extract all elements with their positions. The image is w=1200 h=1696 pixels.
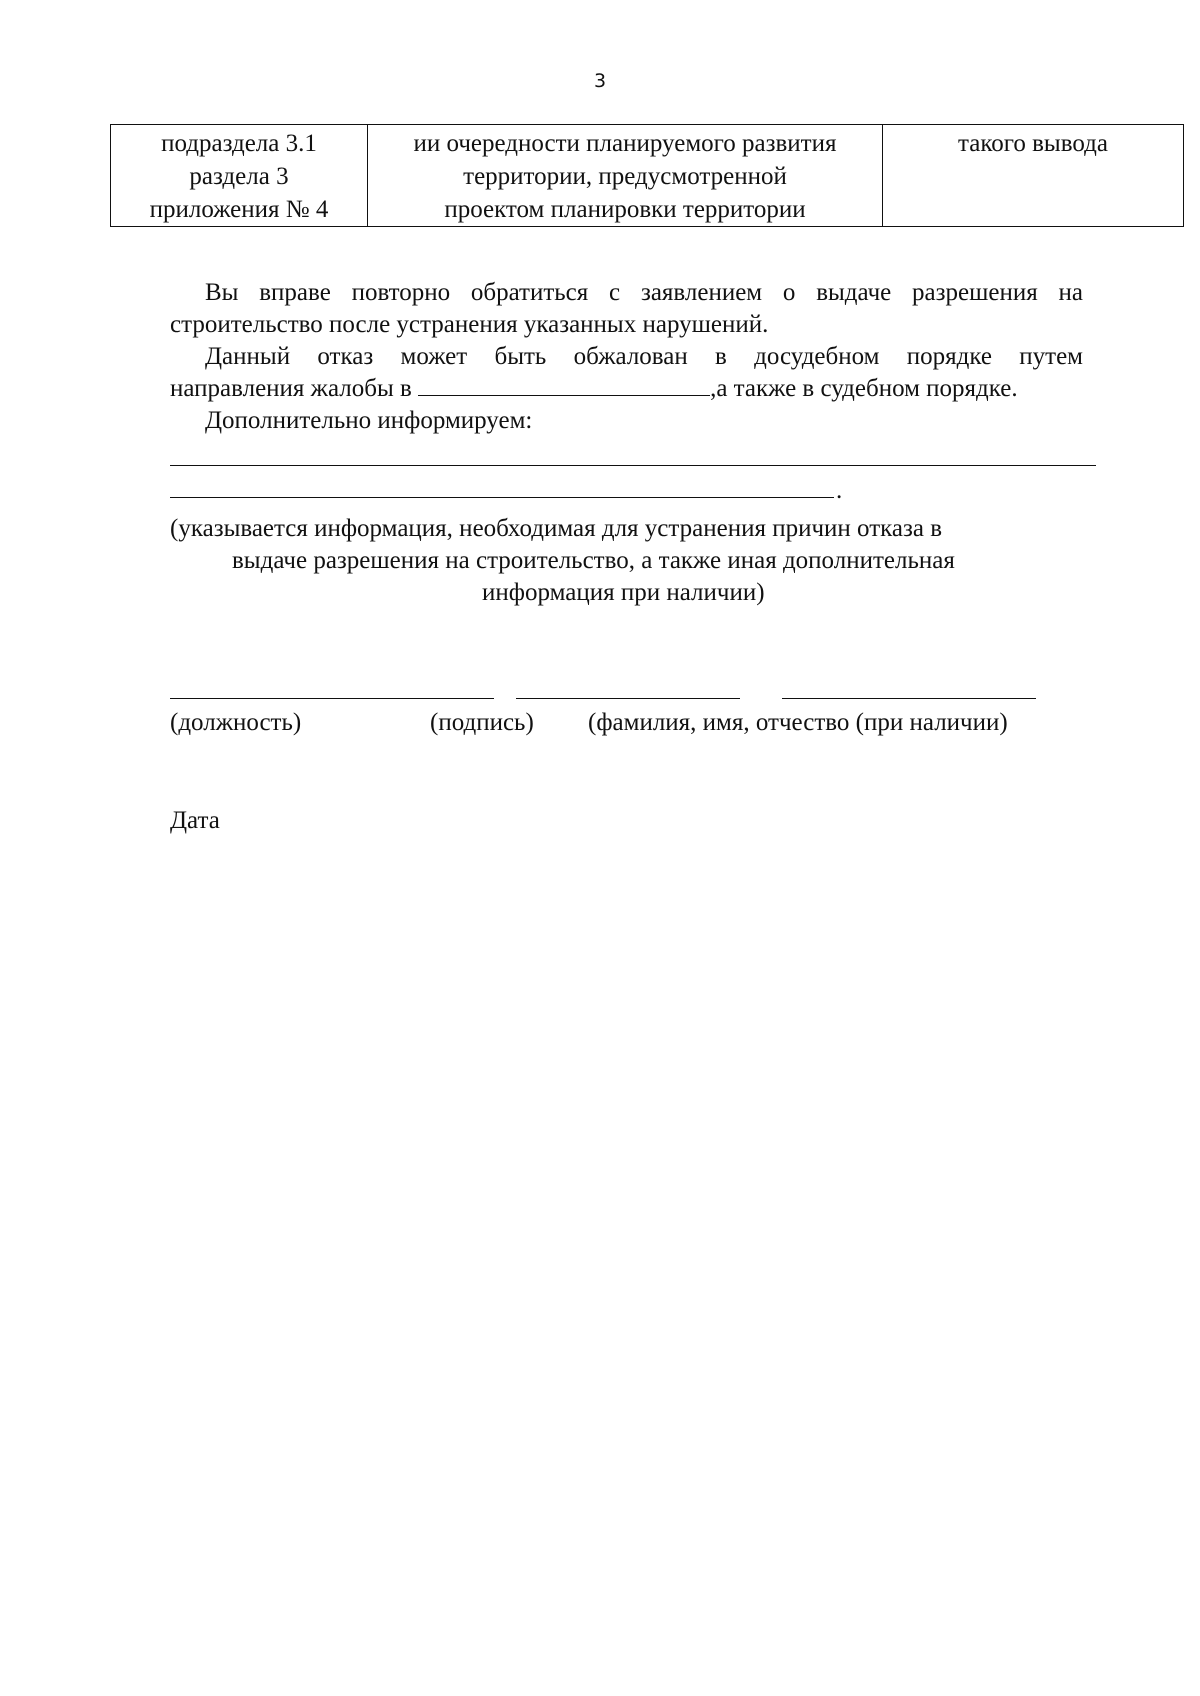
table-cell-section-ref: [111, 125, 368, 227]
appeal-text-after: ,а также в судебном порядке.: [710, 375, 1018, 402]
info-fill-line-2: [170, 497, 834, 498]
date-label: Дата: [170, 807, 220, 834]
note-line-2: выдаче разрешения на строительство, а также иная дополнительная: [232, 547, 955, 574]
paragraph-appeal-line2: [170, 374, 1018, 404]
cell-line: раздела 3: [189, 163, 289, 190]
paragraph-additional-info: Дополнительно информируем:: [205, 407, 533, 434]
page-number: 3: [593, 70, 607, 92]
cell-line: проектом планировки территории: [444, 196, 806, 223]
table-cell-reason: [368, 125, 883, 227]
cell-line: подраздела 3.1: [161, 130, 317, 157]
appeal-text-before: направления жалобы в: [170, 375, 419, 402]
table-cell-explanation: [883, 125, 1184, 227]
signature-line: [516, 698, 740, 699]
signature-label: (подпись): [430, 709, 534, 736]
paragraph-reapply-line2: строительство после устранения указанных нарушений.: [170, 311, 769, 338]
table-row: [111, 125, 1184, 227]
position-signature-line: [170, 698, 494, 699]
paragraph-appeal-line1: Данный отказ может быть обжалован в досудебном порядке путем: [205, 343, 1083, 370]
note-line-3: информация при наличии): [482, 579, 765, 606]
full-name-label: (фамилия, имя, отчество (при наличии): [588, 709, 1008, 736]
cell-line: такого вывода: [958, 130, 1108, 157]
cell-line: приложения № 4: [149, 196, 329, 223]
info-fill-period: .: [836, 477, 843, 504]
appeal-authority-blank: [418, 375, 710, 396]
reference-table: [110, 124, 1184, 227]
full-name-signature-line: [782, 698, 1036, 699]
paragraph-reapply-line1: Вы вправе повторно обратиться с заявлением о выдаче разрешения на: [205, 279, 1083, 306]
note-line-1: (указывается информация, необходимая для устранения причин отказа в: [170, 515, 943, 542]
info-fill-line-1: [170, 465, 1096, 466]
cell-line: территории, предусмотренной: [463, 163, 787, 190]
cell-line: ии очередности планируемого развития: [413, 130, 837, 157]
position-label: (должность): [170, 709, 302, 736]
